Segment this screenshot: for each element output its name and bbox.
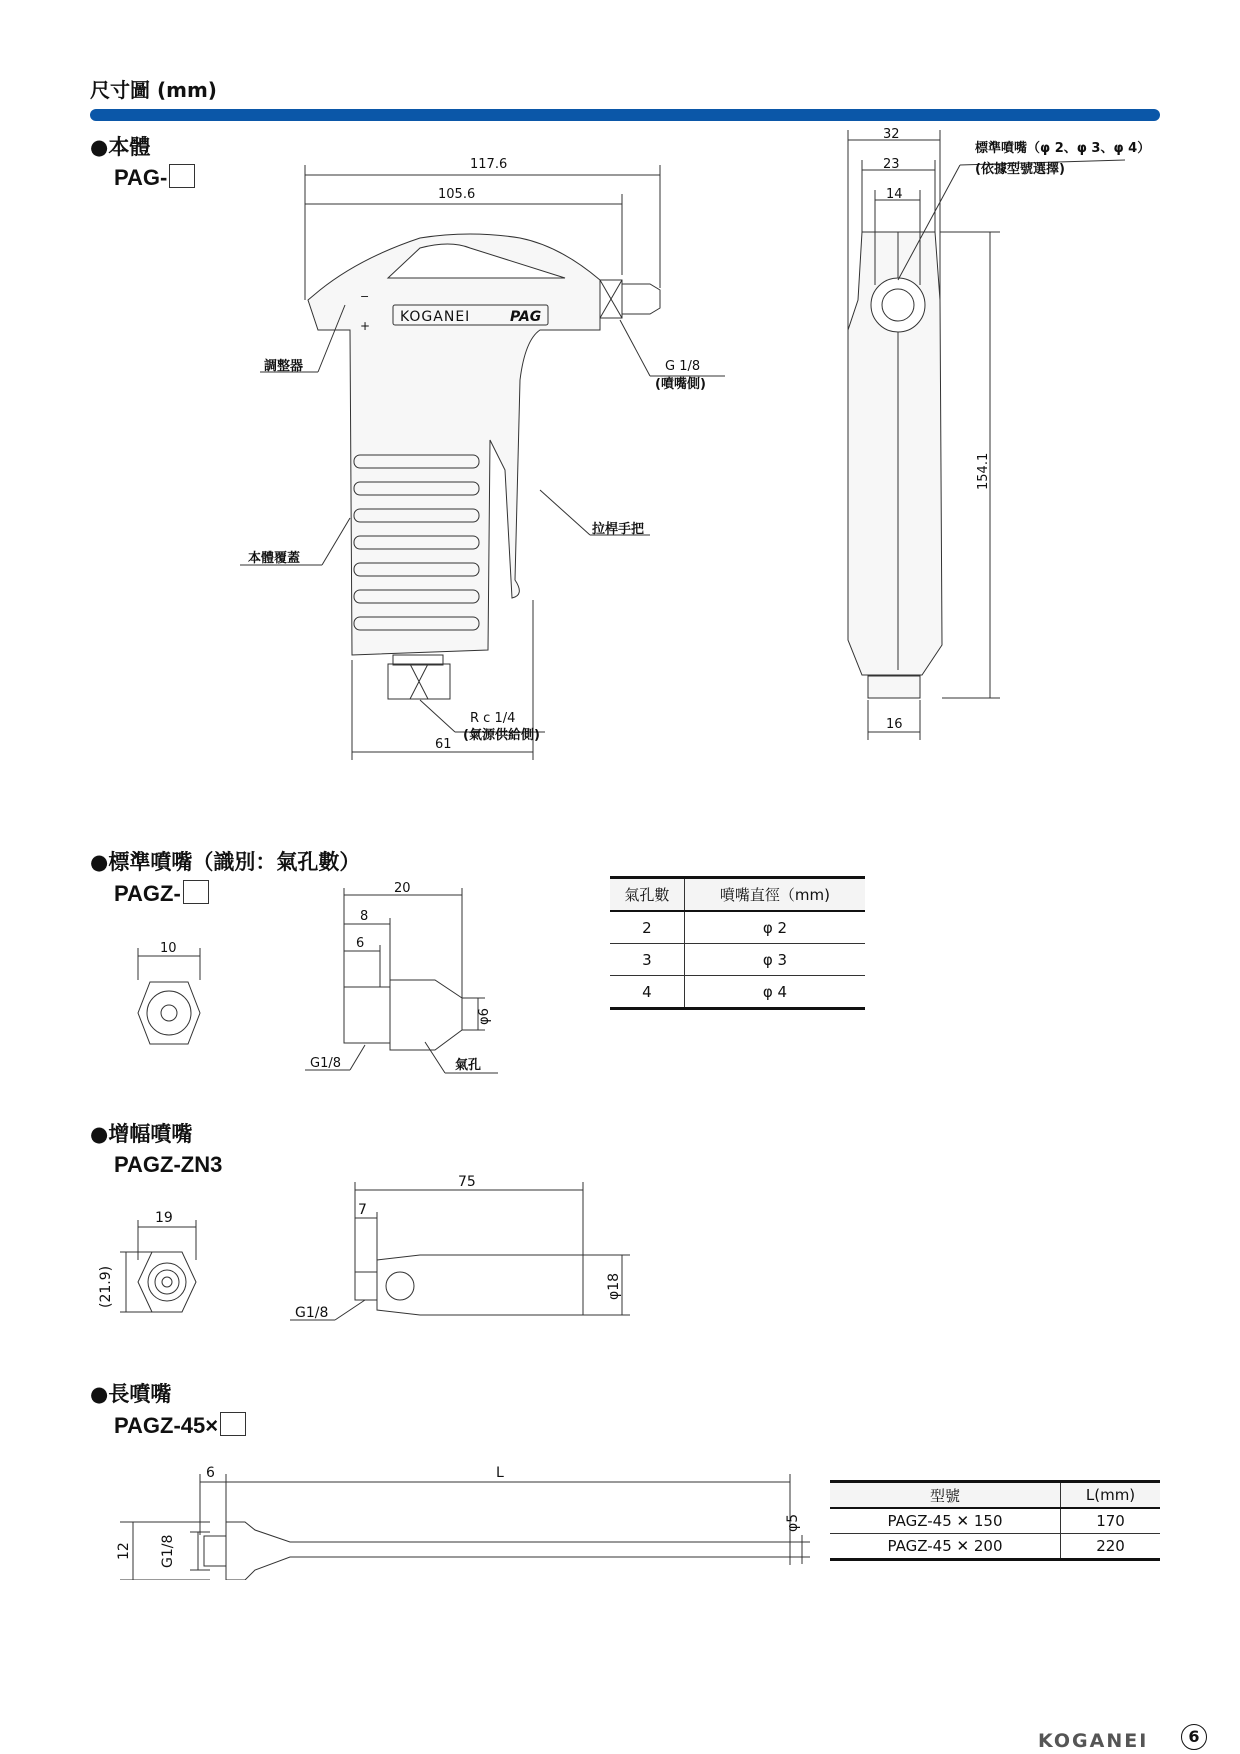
std-nozzle-drawing — [0, 870, 560, 1090]
long-dim-6: 6 — [206, 1465, 215, 1481]
label-lever: 拉桿手把 — [592, 522, 645, 537]
label-g18-side: (噴嘴側) — [655, 377, 706, 392]
long-nozzle-table — [830, 1480, 1160, 1561]
table-cell: φ 4 — [684, 976, 865, 1009]
dim-body-length: 105.6 — [438, 187, 476, 202]
wide-nozzle-drawing — [0, 1160, 660, 1340]
model-code-long-nozzle: PAGZ-45× — [114, 1412, 246, 1439]
page-number: 6 — [1181, 1724, 1207, 1750]
body-logo-pag: PAG — [510, 309, 542, 325]
label-regulator: 調整器 — [264, 359, 304, 374]
minus-mark: − — [360, 290, 370, 303]
wide-dim-hex: 19 — [155, 1210, 173, 1226]
table-header: L(mm) — [1061, 1482, 1160, 1509]
table-cell: 2 — [610, 911, 684, 944]
std-dim-hex: 10 — [160, 941, 177, 956]
page-title: 尺寸圖 (mm) — [90, 78, 217, 102]
std-nozzle-table — [610, 876, 865, 1010]
table-cell: φ 3 — [684, 944, 865, 976]
dim-width-16: 16 — [886, 717, 903, 732]
section-heading-wide-nozzle: ●增幅噴嘴 — [90, 1122, 193, 1146]
label-g18: G 1/8 — [665, 359, 701, 374]
table-cell: PAGZ-45 ✕ 150 — [830, 1508, 1061, 1534]
table-row — [610, 976, 865, 1009]
body-logo: KOGANEI — [400, 309, 471, 325]
table-row — [610, 944, 865, 976]
model-code-body: PAG- — [114, 164, 195, 191]
dim-grip: 61 — [435, 737, 452, 752]
table-cell: PAGZ-45 ✕ 200 — [830, 1534, 1061, 1560]
section-heading-std-nozzle: ●標準噴嘴（識別：氣孔數） — [90, 850, 361, 874]
std-dim-8: 8 — [360, 909, 369, 924]
long-dim-dia: φ5 — [785, 1513, 801, 1532]
label-nozzle-note2: (依據型號選擇) — [975, 162, 1065, 177]
wide-label-thread: G1/8 — [295, 1305, 329, 1321]
long-dim-12: 12 — [116, 1542, 132, 1560]
dim-height: 154.1 — [976, 452, 991, 490]
table-cell: 170 — [1061, 1508, 1160, 1534]
dim-width-14: 14 — [886, 187, 903, 202]
std-dim-length: 20 — [394, 881, 411, 896]
table-row — [830, 1508, 1160, 1534]
table-row — [610, 911, 865, 944]
wide-dim-across: (21.9) — [98, 1265, 114, 1308]
table-cell: φ 2 — [684, 911, 865, 944]
table-cell: 4 — [610, 976, 684, 1009]
section-heading-long-nozzle: ●長噴嘴 — [90, 1382, 172, 1406]
label-nozzle-note: 標準噴嘴（φ 2、φ 3、φ 4） — [975, 141, 1151, 156]
label-rc14: R c 1/4 — [470, 711, 516, 726]
model-code-std-nozzle: PAGZ- — [114, 880, 209, 907]
svg-text:KOGANEI: KOGANEI — [1038, 1730, 1149, 1752]
body-drawing — [0, 0, 1240, 790]
table-header: 噴嘴直徑（mm) — [684, 878, 865, 912]
wide-dim-length: 75 — [458, 1174, 476, 1190]
table-header: 氣孔數 — [610, 878, 684, 912]
long-dim-L: L — [496, 1465, 504, 1481]
std-label-hole: 氣孔 — [455, 1058, 482, 1073]
table-cell: 220 — [1061, 1534, 1160, 1560]
dim-overall-length: 117.6 — [470, 157, 508, 172]
wide-dim-dia: φ18 — [606, 1272, 622, 1300]
brand-logo — [1038, 1728, 1173, 1754]
table-cell: 3 — [610, 944, 684, 976]
label-cover: 本體覆蓋 — [248, 551, 301, 566]
model-code-wide-nozzle: PAGZ-ZN3 — [114, 1152, 223, 1177]
std-dim-dia: φ6 — [477, 1008, 492, 1025]
long-nozzle-drawing — [0, 1460, 820, 1580]
wide-dim-7: 7 — [358, 1202, 367, 1218]
long-dim-thread: G1/8 — [160, 1534, 176, 1568]
label-rc14-side: (氣源供給側) — [463, 728, 540, 743]
table-header: 型號 — [830, 1482, 1061, 1509]
dim-width-23: 23 — [883, 157, 900, 172]
plus-mark: + — [360, 319, 371, 333]
section-heading-body: ●本體 — [90, 135, 151, 159]
dim-width-32: 32 — [883, 127, 900, 142]
std-dim-6: 6 — [356, 936, 365, 951]
std-label-thread: G1/8 — [310, 1056, 341, 1071]
table-row — [830, 1534, 1160, 1560]
